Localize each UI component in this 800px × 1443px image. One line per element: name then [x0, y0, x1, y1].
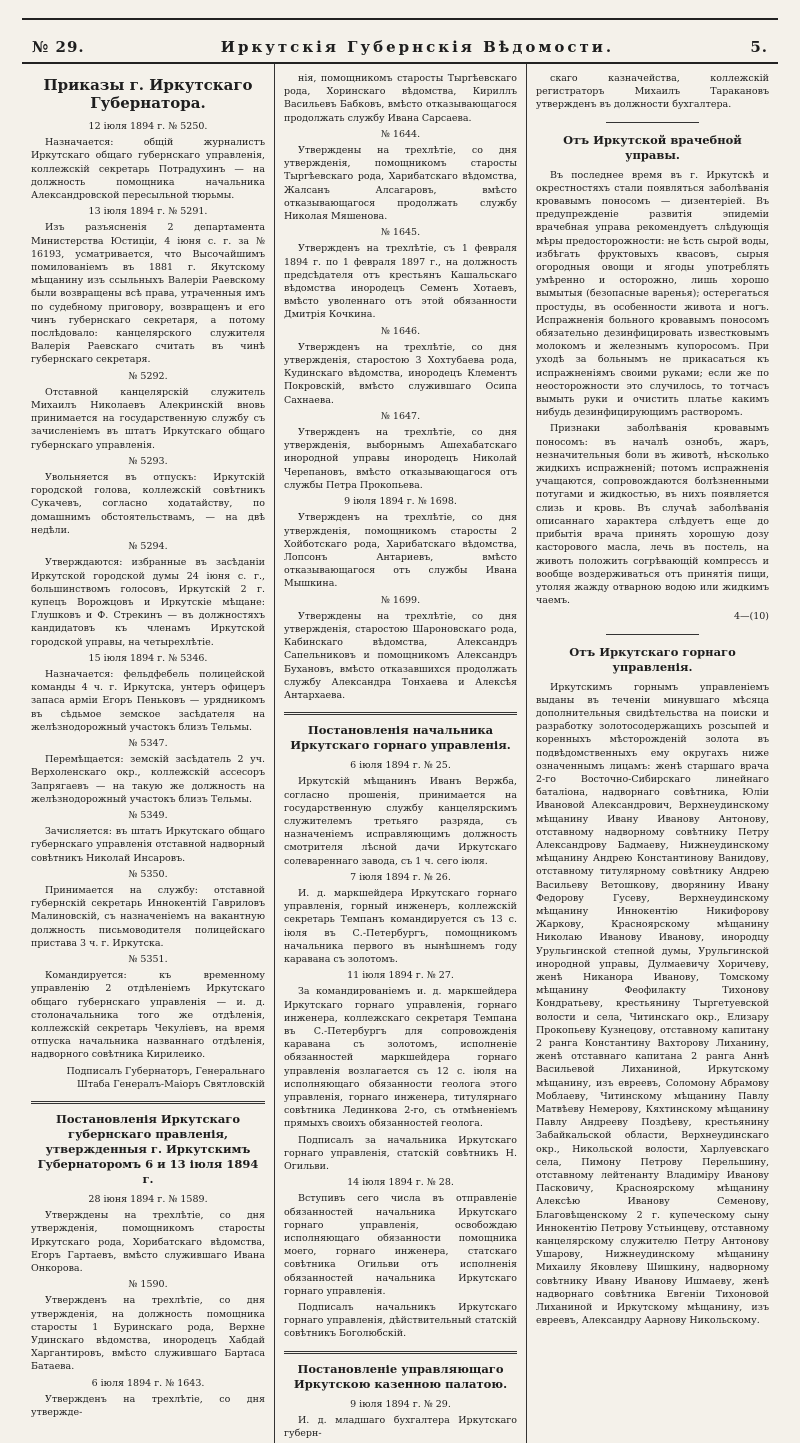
order-date: 12 іюля 1894 г. № 5250. [88, 121, 208, 132]
order-text: Перемѣщается: земскій засѣдатель 2 уч. Верхоленскаго окр., коллежскій ассесоръ Запрягаевъ — на такую же должность на желѣзнодорожный участокъ близъ Тельмы. [31, 754, 265, 805]
order-text: Назначается: общій журналистъ Иркутскаго общаго губернскаго управленія, коллежскій секретарь Потрадухинъ — на должность помощника начальника Александровской пересыльной тюрьмы. [31, 137, 265, 202]
order-number: № 1647. [380, 410, 421, 422]
order-number: № 1699. [380, 594, 421, 606]
order-text: Увольняется въ отпускъ: Иркутскій городской голова, коллежскій совѣтникъ Сукачевъ, согласно ходатайству, по домашнимъ обстоятельствамъ, — на двѣ недѣли. [31, 472, 265, 536]
top-rule [22, 8, 778, 20]
section-divider [284, 712, 517, 715]
section-divider [284, 1351, 517, 1354]
section-heading: Постановленія Иркутскаго губернскаго правленія, утвержденныя г. Иркутскимъ Губернаторомъ 6 и 13 іюля 1894 г. [37, 1112, 259, 1187]
order-date: 9 іюля 1894 г. № 1698. [344, 496, 457, 508]
section-heading: Отъ Иркутскаго горнаго управленія. [569, 644, 736, 674]
order-date: 6 іюля 1894 г. № 1643. [91, 1377, 205, 1389]
notice-text: Иркутскимъ горнымъ управленіемъ выданы въ теченіи минувшаго мѣсяца дополнительныя свидѣтельства на поиски и разработку золотосодержащихъ розсыпей и коренныхъ мѣсторожденій золота въ подвѣдомственныхъ ему округахъ ниже означеннымъ лицамъ: женѣ старшаго врача 2-го Восточно-Сибирскаго линейнаго баталіона, надворнаго совѣтника, Юліи Ивановой Александрович, Верхнеудинскому мѣщанину Ивану Иванову Антонову, отставному надворному совѣтнику Петру Александрову Бадмаеву, Нижнеудинскому мѣщанину Андрею Константинову Ванидову, отставному титулярному совѣтнику Андрею Васильеву Ветошкову, дворянину Ивану Федорову Гусеву, Верхнеудинскому мѣщанину Иннокентію Никифорову Жаркову, Красноярскому мѣщанину Николаю Иванову Иванову, инородцу Урульгинской степной думы, Урульгинской инородной управы, Дулмаевичу Хоричеву, женѣ Никанора Иванову, Томскому мѣщанину Феофилакту Тихонову Кондратьеву, крестьянину Тыргетуевской волости и села, Читинскаго окр., Елизару Прокопьеву Кузнецову, отставному капитану 2 ранга Константину Вахторову Лиханину, женѣ отставнаго капитана 2 ранга Аннѣ Васильевой Лиханиной, Иркутскому мѣщанину, изъ евреевъ, Соломону Абрамову Моблаеву, Читинскому мѣщанину Павлу Матвѣеву Немерову, Кяхтинскому мѣщанину Павлу Андрееву Поздѣеву, крестьянину Забайкальской области, Верхнеудинскаго окр., Никольской волости, Харлуевскаго села, Пимону Петрову Перельшину, отставному лейтенанту Владиміру Иванову Пасковичу, Красноярскому мѣщанину Алексѣю Иванову Семенову, Благовѣщенскому 2 г. купеческому сыну Иннокентію Петрову Устьинцеву, отставному канцелярскому служителю Петру Антонову Ушарову, Нижнеудинскому мѣщанину Михаилу Яковлеву Шишкину, надворному совѣтнику Ивану Иванову Ишмаеву, женѣ надворнаго совѣтника Евгеніи Тихоновой Лиханиной и Иркутскому мѣщанину, изъ евреевъ, Александру Аарнову Никольскому. [536, 681, 769, 1327]
order-number: № 1590. [128, 1279, 168, 1291]
order-date: 7 іюля 1894 г. № 26. [350, 871, 451, 883]
notice-number: 4—(10) [733, 611, 769, 623]
column-2 [274, 64, 526, 1443]
order-text: Утвержденъ на трехлѣтіе, со дня утвержденія, выборнымъ Ашехабатскаго инородной управы инородецъ Николай Черепановъ, вмѣсто отказывающагося отъ службы Петра Прокопьева. [284, 427, 517, 491]
notice-text: Въ последнее время въ г. Иркутскѣ и окрестностяхъ стали появляться заболѣванія кровавымъ поносомъ — дизентеріей. Въ предупрежденіе развитія эпидеміи врачебная управа рекомендуетъ слѣдующія мѣры предосторожности: не ѣсть сырой воды, избѣгать фруктовыхъ квасовъ, сырыя огородныя овощи и ягоды употреблять умѣренно и осторожно, лишь хорошо вымытыя (безопасные варенья); остерегаться простуды, въ особенности живота и ногъ. Испражненія больного кровавымъ поносомъ обязательно дезинфицировать известковымъ молокомъ и железнымъ купоросомъ. При уходѣ за больнымъ не прикасаться къ испражненіямъ своими руками; если же по неосторожности это случилось, то тотчасъ вымыть руки и очистить платье какимъ нибудь дезинфицирующимъ растворомъ. [536, 169, 769, 419]
order-text: Утвержденъ на трехлѣтіе, со дня утвержденія, помощникомъ старосты 2 Хойботскаго рода, Харибатскаго вѣдомства, Лопсонъ Антариевъ, вмѣсто отказывающагося отъ службы Ивана Мышкина. [284, 512, 517, 590]
order-text: Командируется: къ временному управленію 2 отдѣленіемъ Иркутскаго общаго губернскаго управленія — и. д. столоначальника того же отдѣленія, коллежскій секретарь Чекуліевъ, на время отпуска начальника названнаго отдѣленія, надворного совѣтника Кирилеико. [31, 970, 265, 1061]
order-text: Утвержденъ на трехлѣтіе, со дня утвержденія, старостою 3 Хохтубаева рода, Кудинскаго вѣдомства, инородецъ Клементъ Покровскій, вмѣсто служившаго Осипа Сахнаева. [284, 341, 517, 406]
order-number: № 5351. [128, 953, 168, 965]
order-number: № 5347. [128, 737, 168, 749]
order-date: 11 іюля 1894 г. № 27. [347, 970, 454, 982]
order-date: 28 іюня 1894 г. № 1589. [88, 1194, 208, 1206]
order-date: 15 іюля 1894 г. № 5346. [88, 652, 208, 664]
section-divider [606, 634, 699, 635]
order-text: Принимается на службу: отставной губернскій секретарь Иннокентій Гавриловъ Малиновскій, съ назначеніемъ на вакантную должность письмоводителя полицейскаго пристава 3 ч. г. Иркутска. [31, 884, 265, 949]
order-text: И. д. младшаго бухгалтера Иркутскаго губерн- [284, 1414, 517, 1440]
issue-number: № 29. [32, 38, 85, 56]
order-text: Изъ разъясненія 2 департамента Министерства Юстиціи, 4 іюня с. г. за № 16193, усматривается, что Высочайшимъ помилованіемъ въ 1881 г. Якутскому мѣщанину изъ ссыльныхъ Валеріи Раевскому были возвращены всѣ права, утраченныя имъ по судебному приговору, возвращенъ и его чинъ губернскаго секретаря, а потому послѣдовало: канцелярского служителя Валерія Раевскаго считать въ чинѣ губернскаго секретаря. [31, 222, 265, 366]
order-text: нія, помощникомъ старосты Тыргѣевскаго рода, Хоринскаго вѣдомства, Кириллъ Васильевъ Бабковъ, вмѣсто отказывающагося продолжать службу Ивана Сарсаева. [284, 73, 517, 124]
order-text: Утверждены на трехлѣтіе, со дня утвержденія, старостою Шароновскаго рода, Кабинскаго вѣдомства, Александръ Сапельниковъ и помощникомъ Александръ Бухановъ, вмѣсто отказавшихся продолжать службу Александра Тонхаева и Алексѣя Антархаева. [284, 610, 517, 701]
order-text: Утверждаются: избранные въ засѣданіи Иркутской городской думы 24 іюня с. г., большинствомъ голосовъ, Иркутскій 2 г. купецъ Ворожцовъ и Иркутскіе мѣщане: Глушковъ и Ф. Стрекинъ — въ должностяхъ кандидатовъ къ членамъ Иркутской городской управы, на четырехлѣтіе. [31, 557, 265, 648]
order-text: Назначается: фельдфебель полицейской команды 4 ч. г. Иркутска, унтеръ офицеръ запаса арміи Егоръ Пеньковъ — урядникомъ въ сѣдьмое земское засѣдателя на желѣзнодорожный участокъ близъ Тельмы. [31, 668, 265, 733]
section-heading: Постановленія начальника Иркутскаго горнаго управленія. [290, 723, 511, 753]
order-number: № 5292. [128, 370, 168, 382]
section-divider [606, 122, 699, 123]
section-heading: Постановленіе управляющаго Иркутскою казенною палатою. [293, 1361, 508, 1391]
order-text: Утвержденъ на трехлѣтіе, съ 1 февраля 1894 г. по 1 февраля 1897 г., на должность предсѣдателя отъ крестьянъ Кашальскаго вѣдомства инородецъ Семенъ Хотаевъ, вмѣсто уволеннаго отъ этой обязанности Дмитрія Кочкина. [284, 243, 517, 321]
section-heading: Приказы г. Иркутскаго Губернатора. [43, 76, 253, 112]
section-heading: Отъ Иркутской врачебной управы. [563, 132, 742, 162]
order-text: Утвержденъ на трехлѣтіе, со дня утвержде- [31, 1393, 265, 1419]
order-date: 14 іюля 1894 г. № 28. [347, 1177, 454, 1189]
column-1 [22, 64, 274, 1443]
order-number: № 5293. [128, 455, 168, 467]
page-number: 5. [750, 38, 768, 56]
page-header [22, 38, 778, 64]
order-text: Отставной канцелярскій служитель Михаилъ Николаевъ Алекринскій вновь принимается на государственную службу съ зачисленіемъ въ штатъ Иркутскаго общаго губернскаго управленія. [31, 386, 265, 451]
order-text: Утвержденъ на трехлѣтіе, со дня утвержденія, на должность помощника старосты 1 Буринскаго рода, Верхне Удинскаго вѣдомства, инородецъ Хабдай Харгантировъ, вмѣсто служившаго Бартаса Батаева. [31, 1295, 265, 1373]
order-date: 13 іюля 1894 г. № 5291. [88, 206, 208, 218]
signature: Подписалъ за начальника Иркутскаго горнаго управленія, статскій совѣтникъ Н. Огильви. [284, 1134, 517, 1173]
column-3 [526, 64, 778, 1443]
order-date: 6 іюля 1894 г. № 25. [350, 760, 451, 772]
order-number: № 1644. [380, 128, 421, 140]
order-number: № 1645. [380, 227, 421, 239]
order-text: Иркутскій мѣщанинъ Иванъ Вержба, согласно прошенія, принимается на государственную службу канцелярскимъ служителемъ третьяго разряда, съ назначеніемъ исправляющимъ должность смотрителя лѣсной дачи Иркутскаго солевареннаго завода, съ 1 ч. сего іюля. [284, 776, 517, 867]
columns [22, 64, 778, 1440]
order-number: № 5349. [128, 809, 168, 821]
order-number: № 5294. [128, 541, 168, 553]
order-number: № 5350. [128, 868, 168, 880]
order-date: 9 іюля 1894 г. № 29. [350, 1398, 451, 1410]
signature: Подписалъ Губернаторъ, Генеральнаго Штаба Генералъ-Маіоръ Святловскій [66, 1065, 265, 1090]
order-text: Зачисляется: въ штатъ Иркутскаго общаго губернскаго управленія отставной надворный совѣтникъ Николай Инсаровъ. [31, 826, 265, 864]
section-divider [31, 1101, 265, 1104]
order-text: скаго казначейства, коллежскій регистраторъ Михаилъ Таракановъ утвержденъ въ должности бухгалтера. [536, 73, 769, 111]
order-number: № 1646. [380, 325, 421, 337]
order-text: Утверждены на трехлѣтіе, со дня утвержденія, помощникомъ старосты Иркутскаго рода, Хорибатскаго вѣдомства, Егоръ Гартаевъ, вмѣсто служившаго Ивана Онкорова. [31, 1210, 265, 1275]
newspaper-title: Иркутскія Губернскія Вѣдомости. [220, 38, 615, 56]
order-text: Утверждены на трехлѣтіе, со дня утвержденія, помощникомъ старосты Тыргѣевскаго рода, Харибатскаго вѣдомства, Жалсанъ Алсагаровъ, вмѣсто отказывающагося продолжать службу Николая Мяшенова. [284, 145, 517, 223]
order-text: И. д. маркшейдера Иркутскаго горнаго управленія, горный инженеръ, коллежскій секретарь Темпанъ командируется съ 13 с. іюля въ С.-Петербургъ, помощникомъ начальника первого въ нынѣшнемъ году каравана съ золотомъ. [284, 887, 517, 965]
order-text: За командированіемъ и. д. маркшейдера Иркутскаго горнаго управленія, горнаго инженера, коллежскаго секретаря Темпана въ С.-Петербургъ для сопровожденія каравана съ золотомъ, исполненіе обязанностей маркшейдера горнаго управленія возлагается съ 12 с. іюля на исполняющаго обязанности геолога этого управленія, горнаго инженера, титулярнаго совѣтника Лединкова 2-го, съ отмѣненіемъ прямыхъ своихъ обязанностей геолога. [284, 986, 517, 1130]
notice-text: Признаки заболѣванія кровавымъ поносомъ: въ началѣ ознобъ, жаръ, незначительныя боли въ животѣ, нѣсколько жидкихъ испражненій; потомъ испражненія учащаются, сопровождаются болѣзненными потугами и жидкостью, въ нихъ появляется слизь и кровь. Въ случаѣ заболѣванія описаннаго характера слѣдуетъ еще до прибытія врача принять хорошую дозу касторового масла, лечь въ постель, на животъ положить согрѣвающій компрессъ и вообще воздерживаться отъ принятія пищи, утоляя жажду отварною водою или жидкимъ чаемъ. [536, 423, 769, 607]
order-text: Вступивъ сего числа въ отправленіе обязанностей начальника Иркутскаго горнаго управленія, освобождаю исполняющаго обязанности помощника моего, горнаго инженера, статскаго совѣтника Огильви отъ исполненія обязанностей начальника Иркутскаго горнаго управленія. [284, 1193, 517, 1297]
signature: Подписалъ начальникъ Иркутскаго горнаго управленія, дѣйствительный статскій совѣтникъ Боголюбскій. [284, 1302, 517, 1340]
